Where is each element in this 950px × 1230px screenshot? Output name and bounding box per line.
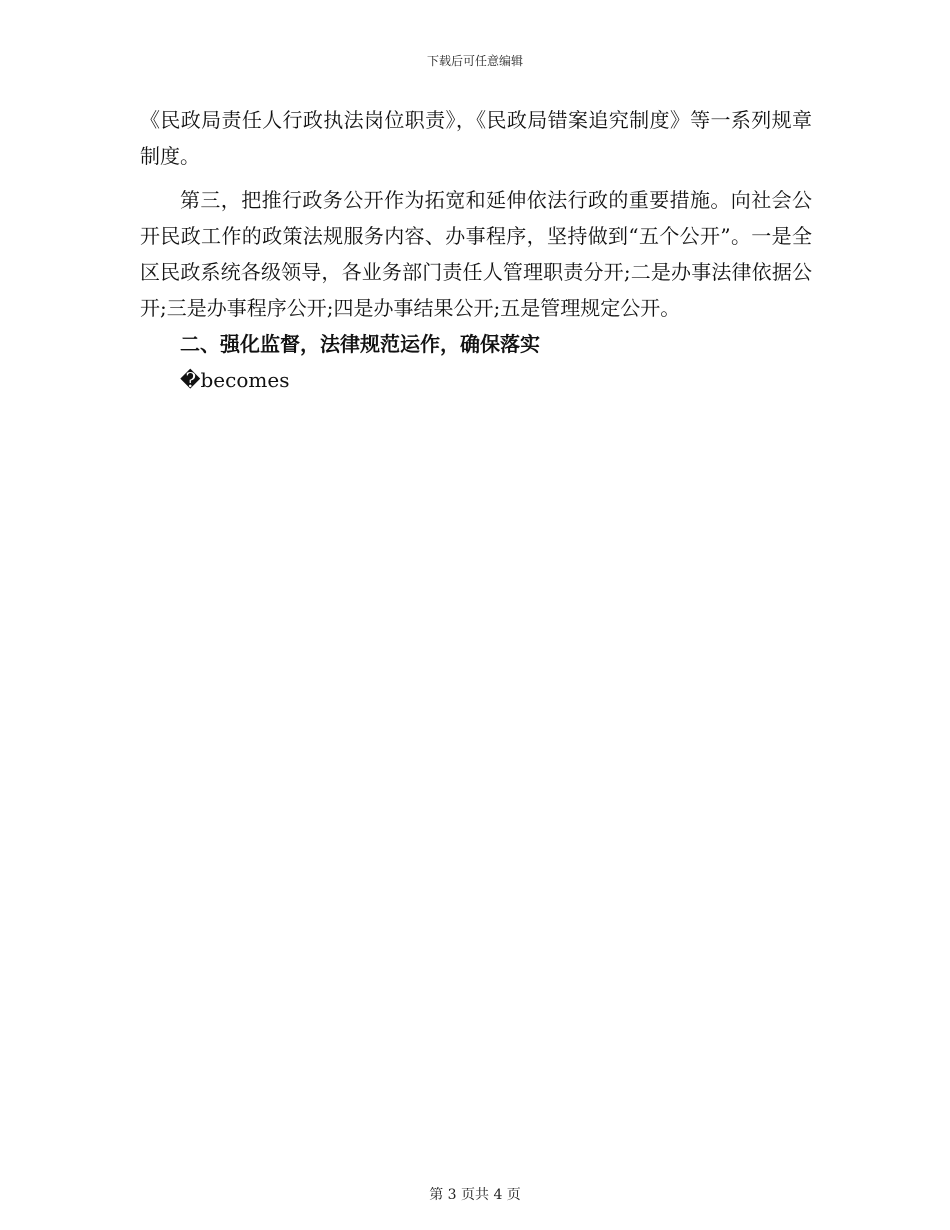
- paragraph-2: 第三，把推行政务公开作为拓宽和延伸依法行政的重要措施。向社会公开民政工作的政策法规服务内容、办事程序，坚持做到“五个公开”。一是全区民政系统各级领导，各业务部门责任人管理职责分开;二是办事法律依据公开;三是办事程序公开;四是办事结果公开;五是管理规定公开。: [140, 188, 812, 320]
- section-heading-2: 二、强化监督，法律规范运作，确保落实: [180, 332, 540, 356]
- document-body: [140, 102, 812, 406]
- paragraph-3: �becomes: [180, 368, 290, 392]
- page-header: 下载后可任意编辑: [426, 54, 523, 68]
- paragraph-1: 《民政局责任人行政执法岗位职责》，《民政局错案追究制度》等一系列规章制度。: [140, 108, 812, 168]
- page-footer: 第 3 页共 4 页: [429, 1187, 521, 1203]
